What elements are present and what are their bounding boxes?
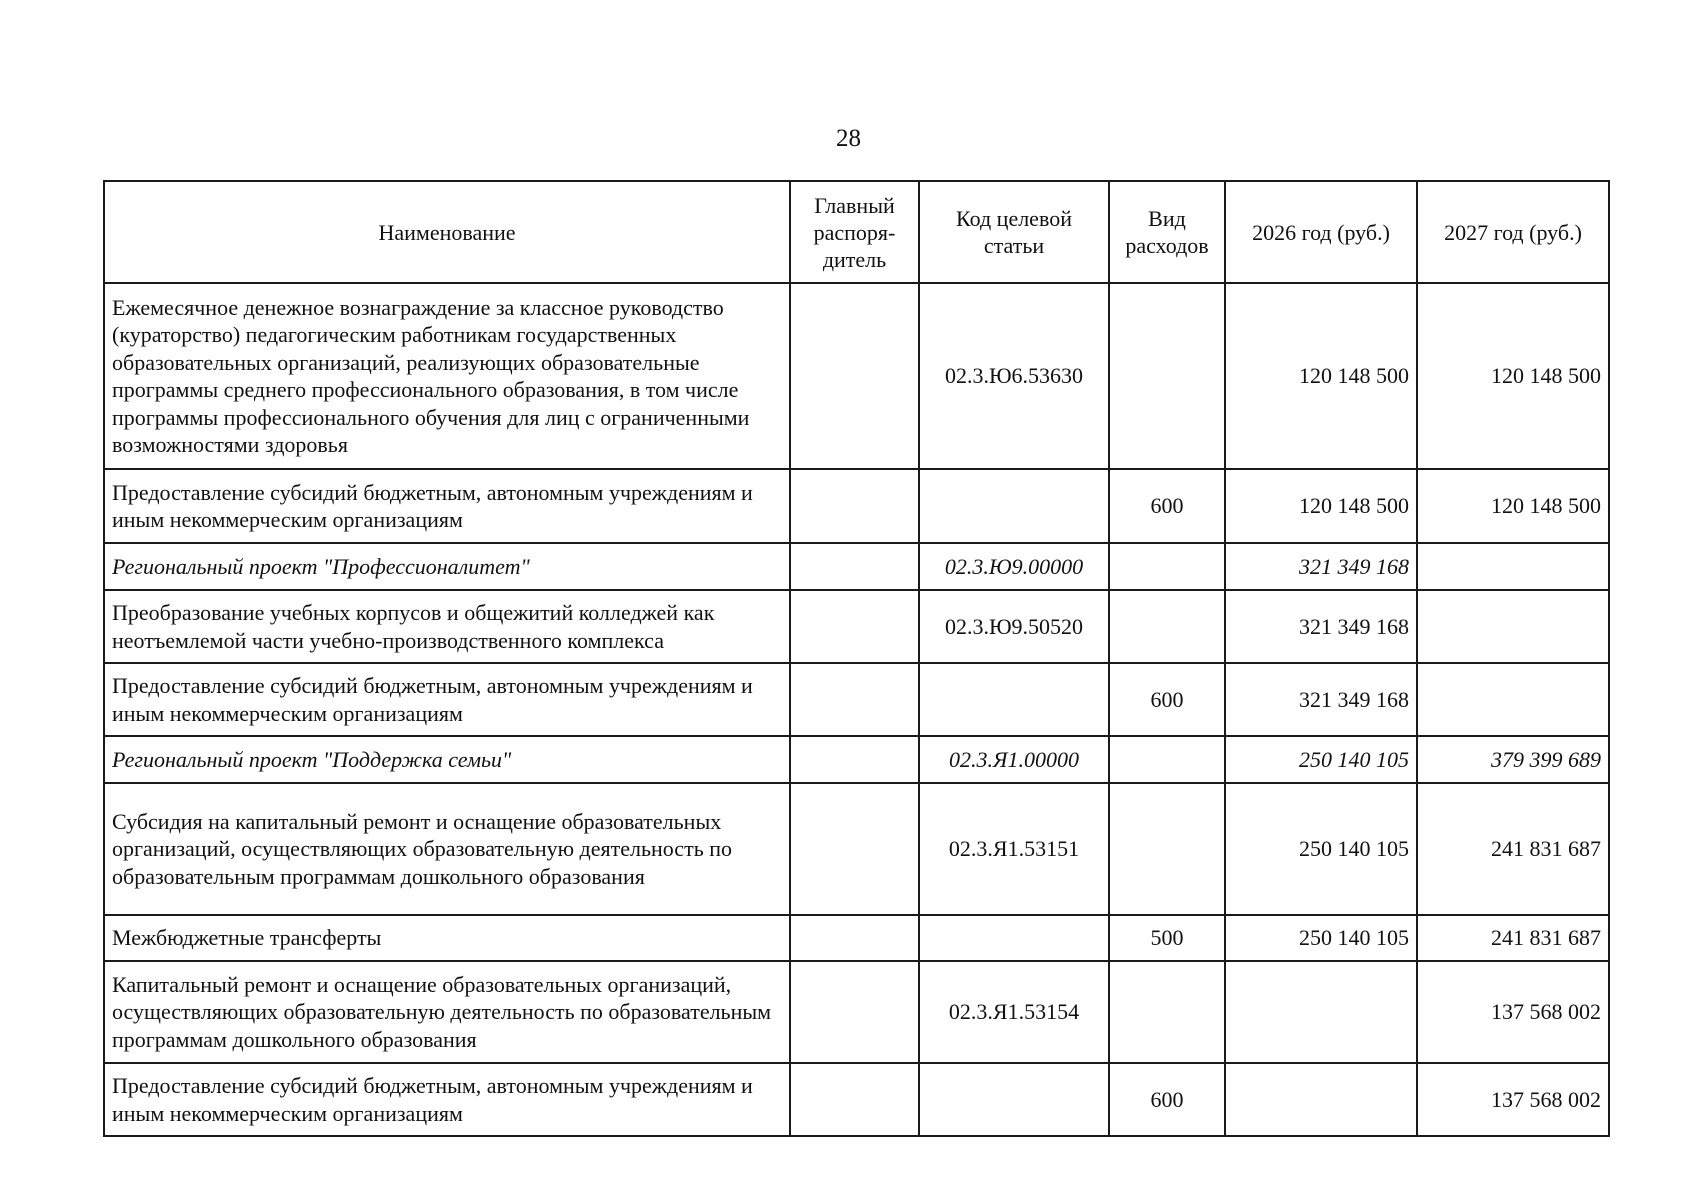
row-admin bbox=[790, 590, 919, 663]
row-2026: 321 349 168 bbox=[1225, 663, 1417, 736]
page-number: 28 bbox=[836, 125, 861, 152]
header-type: Вид расходов bbox=[1109, 181, 1225, 283]
row-2026: 250 140 105 bbox=[1225, 783, 1417, 915]
row-type bbox=[1109, 543, 1225, 590]
row-2027: 241 831 687 bbox=[1417, 915, 1609, 961]
table-row bbox=[104, 915, 1609, 961]
row-2026: 120 148 500 bbox=[1225, 469, 1417, 543]
row-2026 bbox=[1225, 961, 1417, 1063]
row-admin bbox=[790, 543, 919, 590]
row-code bbox=[919, 915, 1109, 961]
row-code bbox=[919, 1063, 1109, 1136]
table-row bbox=[104, 283, 1609, 469]
row-type: 500 bbox=[1109, 915, 1225, 961]
row-2027: 120 148 500 bbox=[1417, 283, 1609, 469]
row-name: Предоставление субсидий бюджетным, автономным учреждениям и иным некоммерческим организациям bbox=[104, 663, 790, 736]
table-row bbox=[104, 961, 1609, 1063]
row-2027: 379 399 689 bbox=[1417, 736, 1609, 783]
row-type bbox=[1109, 590, 1225, 663]
row-admin bbox=[790, 663, 919, 736]
row-2027: 137 568 002 bbox=[1417, 1063, 1609, 1136]
row-type bbox=[1109, 783, 1225, 915]
header-2027: 2027 год (руб.) bbox=[1417, 181, 1609, 283]
row-code: 02.3.Я1.53154 bbox=[919, 961, 1109, 1063]
row-name: Межбюджетные трансферты bbox=[104, 915, 790, 961]
header-name: Наименование bbox=[104, 181, 790, 283]
row-name: Субсидия на капитальный ремонт и оснащение образовательных организаций, осуществляющих образовательную деятельность по образовательным программам дошкольного образования bbox=[104, 783, 790, 915]
row-code bbox=[919, 469, 1109, 543]
row-code bbox=[919, 663, 1109, 736]
row-admin bbox=[790, 469, 919, 543]
row-2026 bbox=[1225, 1063, 1417, 1136]
row-2026: 321 349 168 bbox=[1225, 590, 1417, 663]
row-name: Предоставление субсидий бюджетным, автономным учреждениям и иным некоммерческим организациям bbox=[104, 1063, 790, 1136]
row-2027: 241 831 687 bbox=[1417, 783, 1609, 915]
row-type: 600 bbox=[1109, 1063, 1225, 1136]
table-row bbox=[104, 783, 1609, 915]
table-row bbox=[104, 590, 1609, 663]
table-row bbox=[104, 736, 1609, 783]
row-admin bbox=[790, 283, 919, 469]
row-code: 02.3.Ю9.50520 bbox=[919, 590, 1109, 663]
row-name: Региональный проект "Профессионалитет" bbox=[104, 543, 790, 590]
table-row bbox=[104, 469, 1609, 543]
table-row bbox=[104, 543, 1609, 590]
row-admin bbox=[790, 1063, 919, 1136]
row-2027 bbox=[1417, 543, 1609, 590]
row-code: 02.3.Я1.00000 bbox=[919, 736, 1109, 783]
row-name: Предоставление субсидий бюджетным, автономным учреждениям и иным некоммерческим организациям bbox=[104, 469, 790, 543]
row-type bbox=[1109, 283, 1225, 469]
budget-table bbox=[103, 180, 1610, 1137]
row-name: Капитальный ремонт и оснащение образовательных организаций, осуществляющих образовательную деятельность по образовательным программам дошкольного образования bbox=[104, 961, 790, 1063]
header-code: Код целевой статьи bbox=[919, 181, 1109, 283]
row-2027 bbox=[1417, 590, 1609, 663]
row-admin bbox=[790, 961, 919, 1063]
row-type: 600 bbox=[1109, 469, 1225, 543]
row-type bbox=[1109, 961, 1225, 1063]
row-2026: 321 349 168 bbox=[1225, 543, 1417, 590]
row-code: 02.3.Ю9.00000 bbox=[919, 543, 1109, 590]
row-2026: 250 140 105 bbox=[1225, 736, 1417, 783]
row-name: Региональный проект "Поддержка семьи" bbox=[104, 736, 790, 783]
row-code: 02.3.Я1.53151 bbox=[919, 783, 1109, 915]
row-name: Ежемесячное денежное вознаграждение за классное руководство (кураторство) педагогическим работникам государственных образовательных организаций, реализующих образовательные программы среднего профессионального образования, в том числе программы профессионального обучения для лиц с ограниченными возможностями здоровья bbox=[104, 283, 790, 469]
row-2026: 250 140 105 bbox=[1225, 915, 1417, 961]
table-row bbox=[104, 663, 1609, 736]
row-admin bbox=[790, 915, 919, 961]
row-2027: 137 568 002 bbox=[1417, 961, 1609, 1063]
row-admin bbox=[790, 783, 919, 915]
row-admin bbox=[790, 736, 919, 783]
header-admin: Главный распоря-дитель bbox=[790, 181, 919, 283]
row-2027 bbox=[1417, 663, 1609, 736]
table-row bbox=[104, 1063, 1609, 1136]
row-2027: 120 148 500 bbox=[1417, 469, 1609, 543]
row-type: 600 bbox=[1109, 663, 1225, 736]
row-2026: 120 148 500 bbox=[1225, 283, 1417, 469]
table-header-row bbox=[104, 181, 1609, 283]
row-type bbox=[1109, 736, 1225, 783]
row-name: Преобразование учебных корпусов и общежитий колледжей как неотъемлемой части учебно-производственного комплекса bbox=[104, 590, 790, 663]
header-2026: 2026 год (руб.) bbox=[1225, 181, 1417, 283]
row-code: 02.3.Ю6.53630 bbox=[919, 283, 1109, 469]
